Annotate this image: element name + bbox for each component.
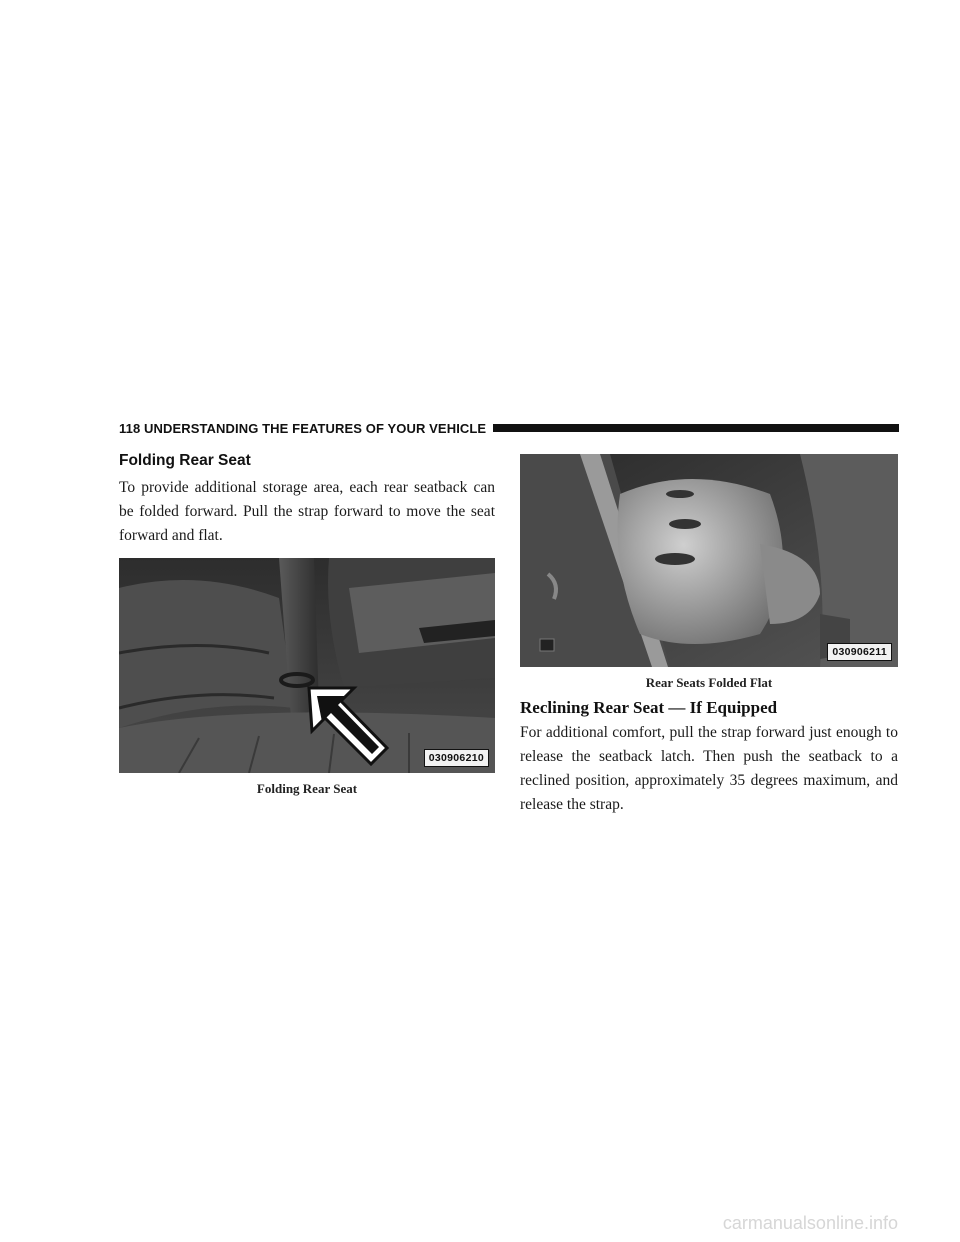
folding-rear-seat-photo (119, 558, 495, 773)
rear-seats-folded-flat-caption: Rear Seats Folded Flat (645, 675, 773, 690)
figure-code: 030906211 (827, 643, 892, 661)
reclining-rear-seat-heading: Reclining Rear Seat — If Equipped (520, 698, 778, 717)
watermark-link[interactable]: carmanualsonline.info (722, 1213, 898, 1233)
right-column (520, 454, 898, 817)
header-rule (493, 424, 899, 432)
figure-code: 030906210 (424, 749, 489, 767)
reclining-rear-seat-paragraph: For additional comfort, pull the strap forward just enough to release the seatback latch. Then push the seatback to a reclined position, approximately 35 degrees maximum, and release the strap. (520, 724, 898, 813)
folding-rear-seat-paragraph: To provide additional storage area, each rear seatback can be folded forward. Pull the strap forward to move the seat forward and flat. (119, 479, 495, 544)
folding-rear-seat-caption: Folding Rear Seat (256, 781, 358, 796)
page-header-text: 118 UNDERSTANDING THE FEATURES OF YOUR VEHICLE (119, 420, 487, 436)
page-header (119, 418, 899, 438)
rear-seats-folded-flat-photo (520, 454, 898, 667)
left-column (119, 450, 495, 797)
rear-seats-folded-flat-illustration (520, 454, 898, 667)
folding-rear-seat-illustration (119, 558, 495, 773)
folding-rear-seat-heading: Folding Rear Seat (119, 452, 251, 469)
